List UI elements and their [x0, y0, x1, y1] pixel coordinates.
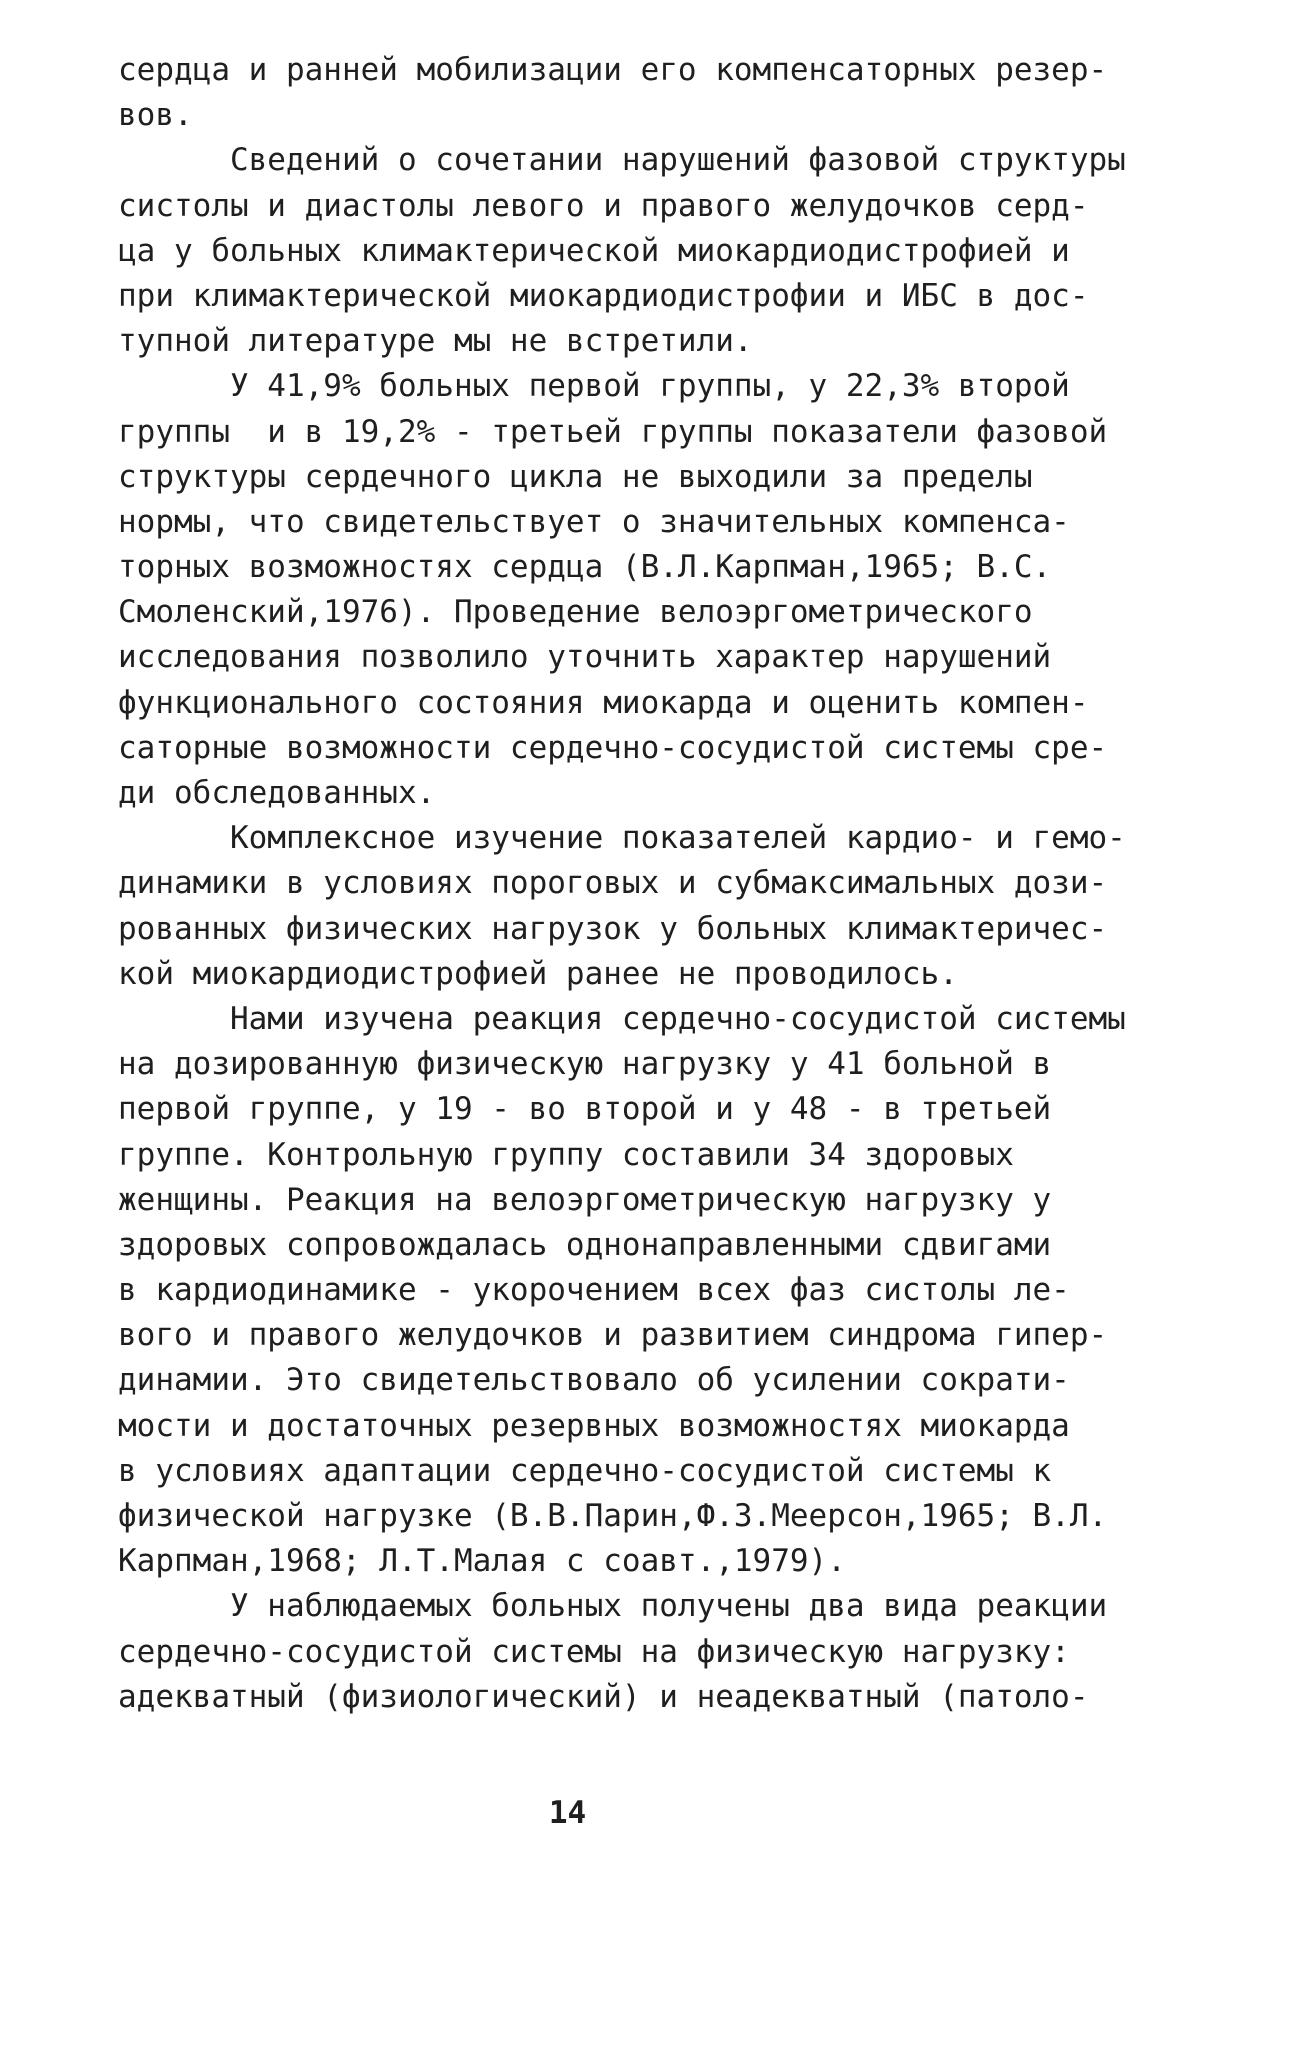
text-line: вого и правого желудочков и развитием синдрома гипер-	[118, 1317, 1108, 1354]
text-line: саторные возможности сердечно-сосудистой системы сре-	[118, 729, 1108, 766]
text-line: У наблюдаемых больных получены два вида реакции	[118, 1588, 1108, 1625]
body-text	[118, 48, 1203, 1720]
page-number: 14	[548, 1795, 587, 1831]
text-line: в кардиодинамике - укорочением всех фаз систолы ле-	[118, 1272, 1070, 1309]
text-line: мости и достаточных резервных возможностях миокарда	[118, 1407, 1070, 1444]
text-line: исследования позволило уточнить характер нарушений	[118, 639, 1052, 676]
text-line: женщины. Реакция на велоэргометрическую нагрузку у	[118, 1181, 1052, 1218]
text-line: физической нагрузке (В.В.Парин,Ф.З.Меерсон,1965; В.Л.	[118, 1498, 1108, 1534]
text-line: Нами изучена реакция сердечно-сосудистой системы	[118, 1000, 1126, 1037]
text-line: тупной литературе мы не встретили.	[118, 323, 753, 360]
text-line: динамики в условиях пороговых и субмаксимальных дози-	[118, 865, 1108, 902]
text-line: здоровых сопровождалась однонаправленными сдвигами	[118, 1226, 1052, 1263]
text-line: ди обследованных.	[118, 775, 436, 811]
text-line: функционального состояния миокарда и оценить компен-	[118, 684, 1089, 721]
text-line: систолы и диастолы левого и правого желудочков серд-	[118, 187, 1089, 224]
text-line: на дозированную физическую нагрузку у 41 больной в	[118, 1046, 1052, 1083]
text-line: кой миокардиодистрофией ранее не проводилось.	[118, 955, 958, 992]
text-line: в условиях адаптации сердечно-сосудистой системы к	[118, 1452, 1052, 1489]
text-line: торных возможностях сердца (В.Л.Карпман,1965; В.С.	[118, 549, 1052, 586]
text-line: группы и в 19,2% - третьей группы показатели фазовой	[118, 413, 1108, 450]
text-line: адекватный (физиологический) и неадекватный (патоло-	[118, 1678, 1089, 1715]
text-line: ца у больных климактерической миокардиодистрофией и	[118, 232, 1070, 269]
text-line: первой группе, у 19 - во второй и у 48 - в третьей	[118, 1091, 1052, 1128]
text-line: Смоленский,1976). Проведение велоэргометрического	[118, 594, 1033, 631]
text-line: динамии. Это свидетельствовало об усилении сократи-	[118, 1362, 1070, 1399]
text-line: Сведений о сочетании нарушений фазовой структуры	[118, 142, 1126, 179]
text-line: Комплексное изучение показателей кардио- и гемо-	[118, 820, 1126, 857]
text-line: вов.	[118, 97, 193, 134]
text-line: сердечно-сосудистой системы на физическую нагрузку:	[118, 1633, 1070, 1670]
text-line: рованных физических нагрузок у больных климактеричес-	[118, 910, 1108, 947]
text-line: структуры сердечного цикла не выходили за пределы	[118, 458, 1033, 495]
text-line: при климактерической миокардиодистрофии и ИБС в дос-	[118, 277, 1089, 314]
text-line: нормы, что свидетельствует о значительных компенса-	[118, 503, 1070, 540]
text-line: Карпман,1968; Л.Т.Малая с соавт.,1979).	[118, 1543, 846, 1580]
text-line: сердца и ранней мобилизации его компенсаторных резер-	[118, 52, 1108, 88]
text-line: группе. Контрольную группу составили 34 здоровых	[118, 1136, 1014, 1173]
text-line: У 41,9% больных первой группы, у 22,3% второй	[118, 368, 1070, 405]
